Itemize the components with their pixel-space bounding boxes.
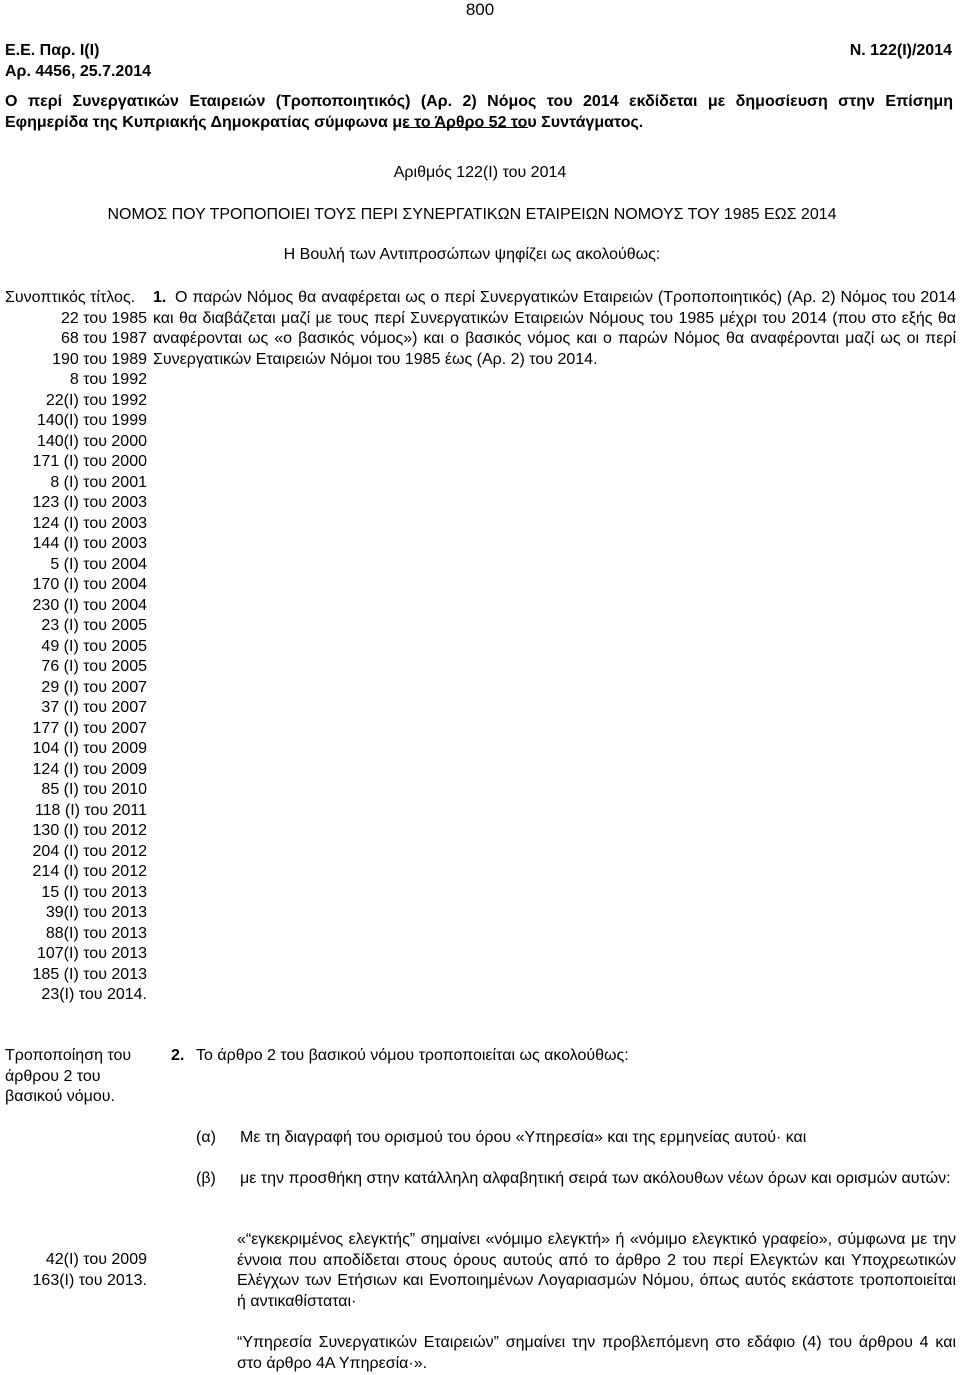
law-reference-item: 42(Ι) του 2009 (45, 1251, 147, 1268)
margin-note-amendment: Τροποποίηση του άρθρου 2 του βασικού νόμου. (5, 1047, 132, 1105)
separator-rule (403, 127, 528, 128)
law-reference-item: 171 (Ι) του 2000 (32, 453, 147, 470)
law-reference-item: 177 (Ι) του 2007 (32, 719, 147, 737)
law-reference-item: 49 (Ι) του 2005 (41, 637, 147, 655)
law-reference-item: 185 (Ι) του 2013 (32, 965, 147, 983)
law-reference-item: 204 (Ι) του 2012 (32, 842, 147, 860)
law-reference-item: 214 (Ι) του 2012 (32, 863, 147, 880)
gazette-part: Ε.Ε. Παρ. Ι(Ι) (5, 42, 100, 59)
law-reference-item: 8 του 1992 (69, 371, 147, 388)
law-reference-item: 29 (Ι) του 2007 (41, 678, 147, 696)
law-reference-item: 88(Ι) του 2013 (45, 924, 147, 942)
item-label: (α) (196, 1129, 216, 1146)
section-2 (153, 1046, 956, 1067)
law-reference-item: 76 (Ι) του 2005 (41, 658, 147, 675)
law-reference-item: 23(Ι) του 2014. (41, 986, 147, 1003)
gazette-reference (5, 41, 151, 82)
law-reference-item: 118 (Ι) του 2011 (34, 801, 147, 819)
margin-note-references (5, 1250, 147, 1291)
law-reference-item: 170 (Ι) του 2004 (32, 576, 147, 593)
law-reference-item: 85 (Ι) του 2010 (41, 781, 147, 798)
section-number: 2. (171, 1047, 185, 1064)
law-reference-item: 140(Ι) του 1999 (36, 412, 147, 429)
law-reference-item: 8 (Ι) του 2001 (50, 473, 147, 491)
section-number: 1. (153, 289, 167, 306)
law-reference-item: 144 (Ι) του 2003 (32, 535, 147, 552)
law-reference-item: 124 (Ι) του 2009 (32, 760, 147, 778)
law-reference-item: 163(Ι) του 2013. (32, 1271, 147, 1289)
law-reference-item: 22 του 1985 (60, 309, 147, 327)
definition-approved-auditor: «“εγκεκριμένος ελεγκτής” σημαίνει «νόμιμο ελεγκτή» ή «νόμιμο ελεγκτικό γραφείο», σύμφωνα με την έννοια που αποδίδεται στους όρους αυτούς από το άρθρο 2 του περί Ελεγκτών και Υποχρεωτικών Ελέγχων των Ετήσιων και Ενοποιημένων Λογαριασμών Νόμου, όπως αυτός εκάστοτε τροποποιείται ή αντικαθίσταται· (237, 1231, 956, 1310)
law-reference-item: 37 (Ι) του 2007 (41, 699, 147, 716)
page-number: 800 (465, 0, 495, 19)
law-number: Αριθμός 122(Ι) του 2014 (393, 164, 567, 181)
law-title: ΝΟΜΟΣ ΠΟΥ ΤΡΟΠΟΠΟΙΕΙ ΤΟΥΣ ΠΕΡΙ ΣΥΝΕΡΓΑΤΙΚΩΝ ΕΤΑΙΡΕΙΩΝ ΝΟΜΟΥΣ ΤΟΥ 1985 ΕΩΣ 2014 (107, 206, 837, 223)
law-reference: Ν. 122(Ι)/2014 (849, 42, 952, 59)
item-label: (β) (196, 1170, 216, 1187)
item-text: με την προσθήκη στην κατάλληλη αλφαβητική σειρά των ακόλουθων νέων όρων και ορισμών αυτών: (240, 1170, 951, 1187)
law-reference-item: 68 του 1987 (60, 330, 147, 347)
law-references-list (5, 309, 147, 1006)
law-reference-item: 107(Ι) του 2013 (36, 945, 147, 962)
law-reference-item: 22(Ι) του 1992 (45, 391, 147, 409)
law-reference-item: 23 (Ι) του 2005 (41, 617, 147, 634)
law-reference-item: 104 (Ι) του 2009 (32, 740, 147, 757)
law-reference-item: 140(Ι) του 2000 (36, 432, 147, 450)
margin-heading: Συνοπτικός τίτλος. (5, 289, 136, 306)
law-reference-item: 124 (Ι) του 2003 (32, 514, 147, 532)
law-reference-item: 230 (Ι) του 2004 (32, 596, 147, 614)
law-reference-item: 15 (Ι) του 2013 (41, 883, 147, 901)
gazette-issue: Αρ. 4456, 25.7.2014 (5, 62, 152, 80)
law-reference-item: 130 (Ι) του 2012 (32, 822, 147, 839)
item-text: Με τη διαγραφή του ορισμού του όρου «Υπηρεσία» και της ερμηνείας αυτού· και (240, 1129, 807, 1146)
section-text: Το άρθρο 2 του βασικού νόμου τροποποιείται ως ακολούθως: (196, 1047, 629, 1064)
enactment-clause: Η Βουλή των Αντιπροσώπων ψηφίζει ως ακολούθως: (283, 246, 661, 263)
law-reference-item: 123 (Ι) του 2003 (32, 494, 147, 511)
definition-cooperative-service: “Υπηρεσία Συνεργατικών Εταιρειών” σημαίνει την προβλεπόμενη στο εδάφιο (4) του άρθρου 4 και στο άρθρο 4Α Υπηρεσία·». (237, 1334, 956, 1372)
law-reference-item: 190 του 1989 (52, 350, 147, 368)
publication-notice: Ο περί Συνεργατικών Εταιρειών (Τροποποιητικός) (Αρ. 2) Νόμος του 2014 εκδίδεται με δημοσίευση στην Επίσημη Εφημερίδα της Κυπριακής Δημοκρατίας σύμφωνα με το Άρθρο 52 του Συντάγματος. (5, 93, 953, 131)
margin-note-short-title (5, 288, 147, 1006)
law-reference-item: 5 (Ι) του 2004 (50, 555, 147, 573)
law-reference-item: 39(Ι) του 2013 (45, 904, 147, 921)
section-1 (153, 288, 956, 370)
section-text: Ο παρών Νόμος θα αναφέρεται ως ο περί Συνεργατικών Εταιρειών (Τροποποιητικός) (Αρ. 2) Νόμος του 2014 και θα διαβάζεται μαζί με τους περί Συνεργατικών Εταιρειών Νόμους του 1985 μέχρι του 2014 (που στο εξής θα αναφέρονται ως «ο βασικός νόμος») και ο βασικός νόμος και ο παρών Νόμος θα αναφέρονται μαζί ως οι περί Συνεργατικών Εταιρειών Νόμοι του 1985 έως (Αρ. 2) του 2014. (153, 289, 956, 368)
